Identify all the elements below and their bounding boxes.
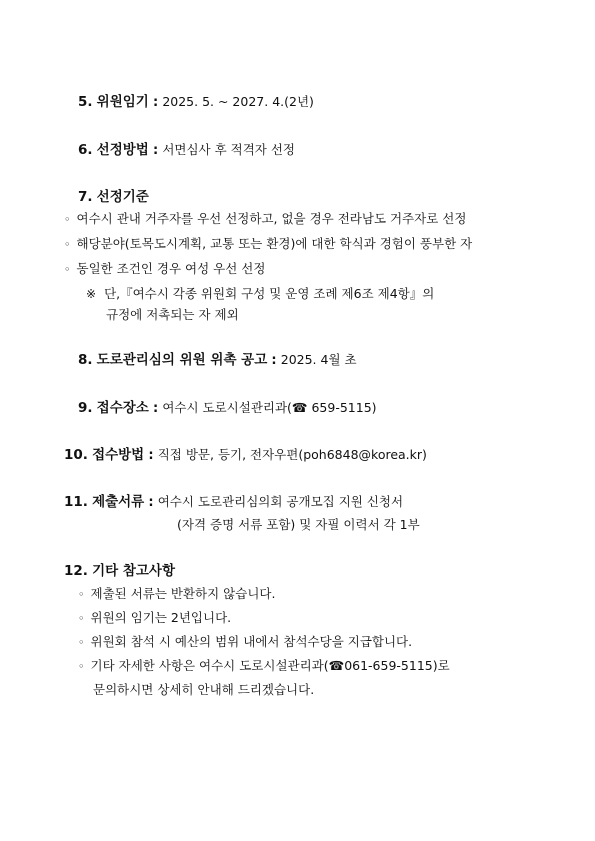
section-number: 8. — [78, 352, 93, 368]
section-6 — [78, 142, 295, 159]
section-number: 6. — [78, 142, 93, 158]
section-number: 5. — [78, 94, 93, 110]
list-item — [78, 658, 450, 675]
criteria-text: 동일한 조건인 경우 여성 우선 선정 — [76, 261, 266, 276]
method-value: 서면심사 후 적격자 선정 — [162, 142, 295, 157]
reference-text: 위원의 임기는 2년입니다. — [90, 610, 232, 625]
criteria-text: 여수시 관내 거주자를 우선 선정하고, 없을 경우 전라남도 거주자로 선정 — [76, 211, 467, 226]
reference-text: 위원회 참석 시 예산의 범위 내에서 참석수당을 지급합니다. — [90, 634, 413, 649]
note — [86, 286, 434, 302]
section-number: 9. — [78, 400, 93, 416]
note-continuation: 규정에 저촉되는 자 제외 — [106, 307, 239, 322]
documents-continuation: (자격 증명 서류 포함) 및 자필 이력서 각 1부 — [177, 517, 420, 532]
list-item — [64, 261, 265, 278]
bullet-icon: ◦ — [78, 588, 85, 601]
reference-continuation: 문의하시면 상세히 안내해 드리겠습니다. — [93, 682, 315, 697]
list-item — [78, 610, 231, 627]
section-title: 선정방법 — [96, 142, 149, 158]
list-item — [64, 236, 472, 253]
announcement-value: 2025. 4월 초 — [280, 352, 357, 367]
colon: : — [148, 495, 154, 510]
term-value: 2025. 5. ~ 2027. 4.(2년) — [162, 94, 314, 109]
section-title: 접수장소 — [96, 400, 149, 416]
list-item — [64, 211, 466, 228]
section-title: 위원임기 — [96, 94, 149, 110]
bullet-icon: ◦ — [78, 660, 85, 673]
section-8 — [78, 352, 357, 369]
section-number: 12. — [64, 563, 88, 579]
section-title: 기타 참고사항 — [92, 563, 176, 579]
method-value: 직접 방문, 등기, 전자우편(poh6848@korea.kr) — [157, 447, 427, 462]
colon: : — [152, 401, 159, 416]
section-11 — [64, 494, 403, 511]
colon: : — [152, 95, 159, 110]
documents-value: 여수시 도로관리심의회 공개모집 지원 신청서 — [157, 494, 404, 509]
colon: : — [148, 448, 154, 463]
bullet-icon: ◦ — [78, 612, 85, 625]
colon: : — [271, 353, 277, 368]
section-9 — [78, 400, 377, 417]
section-title: 접수방법 — [92, 447, 145, 463]
section-title: 제출서류 — [92, 494, 145, 510]
section-12-heading — [64, 563, 175, 580]
reference-mark-icon: ※ — [86, 287, 97, 301]
section-5 — [78, 94, 314, 111]
criteria-text: 해당분야(토목도시계획, 교통 또는 환경)에 대한 학식과 경험이 풍부한 자 — [76, 236, 473, 251]
colon: : — [152, 143, 159, 158]
bullet-icon: ◦ — [64, 238, 71, 251]
list-item — [78, 634, 412, 651]
section-title: 도로관리심의 위원 위촉 공고 — [96, 352, 268, 368]
reference-text: 제출된 서류는 반환하지 않습니다. — [90, 586, 276, 601]
section-title: 선정기준 — [96, 189, 149, 205]
place-value: 여수시 도로시설관리과(☎ 659-5115) — [162, 400, 377, 415]
section-7-heading — [78, 189, 149, 206]
bullet-icon: ◦ — [64, 213, 71, 226]
section-10 — [64, 447, 427, 464]
section-number: 10. — [64, 447, 88, 463]
reference-text: 기타 자세한 사항은 여수시 도로시설관리과(☎061-659-5115)로 — [90, 658, 450, 673]
list-item — [78, 586, 275, 603]
section-number: 7. — [78, 189, 93, 205]
bullet-icon: ◦ — [78, 636, 85, 649]
section-number: 11. — [64, 494, 88, 510]
note-text: 단,『여수시 각종 위원회 구성 및 운영 조례 제6조 제4항』의 — [104, 286, 435, 301]
bullet-icon: ◦ — [64, 263, 71, 276]
